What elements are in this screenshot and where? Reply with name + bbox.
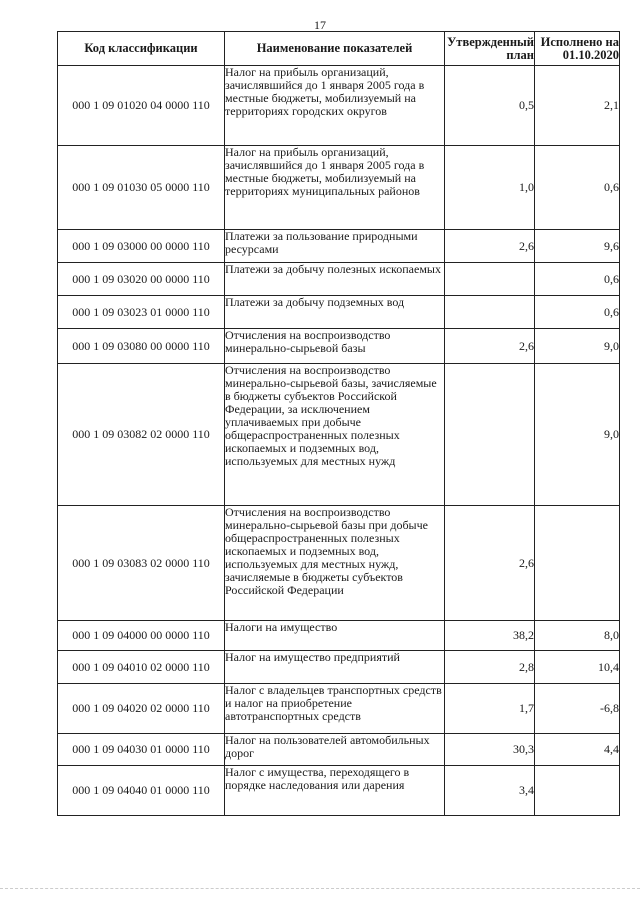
header-plan: Утвержденный план — [445, 32, 535, 66]
row-name: Налог на прибыль организаций, зачислявшийся до 1 января 2005 года в местные бюджеты, мобилизуемый на территориях муниципальных районов — [225, 146, 445, 230]
row-done: 9,0 — [535, 364, 620, 506]
row-name: Налог с имущества, переходящего в порядке наследования или дарения — [225, 766, 445, 816]
table-row — [58, 734, 620, 766]
row-plan — [445, 364, 535, 506]
table-row — [58, 766, 620, 816]
row-name: Отчисления на воспроизводство минерально-сырьевой базы при добыче общераспространенных полезных ископаемых и подземных вод, используемых для местных нужд, зачисляемые в бюджеты субъектов Российской Федерации — [225, 506, 445, 621]
row-code: 000 1 09 01020 04 0000 110 — [58, 66, 225, 146]
row-plan: 38,2 — [445, 621, 535, 651]
table-row — [58, 263, 620, 296]
row-done: 9,0 — [535, 329, 620, 364]
table-row — [58, 66, 620, 146]
row-plan: 1,0 — [445, 146, 535, 230]
row-name: Налог с владельцев транспортных средств и налог на приобретение автотранспортных средств — [225, 684, 445, 734]
row-done: 4,4 — [535, 734, 620, 766]
row-code: 000 1 09 01030 05 0000 110 — [58, 146, 225, 230]
scan-artifact-line — [0, 888, 640, 889]
row-plan: 2,6 — [445, 329, 535, 364]
header-done: Исполнено на 01.10.2020 — [535, 32, 620, 66]
row-name: Налог на прибыль организаций, зачислявшийся до 1 января 2005 года в местные бюджеты, мобилизуемый на территориях городских округов — [225, 66, 445, 146]
table-row — [58, 329, 620, 364]
header-code: Код классификации — [58, 32, 225, 66]
header-name: Наименование показателей — [225, 32, 445, 66]
row-name: Налоги на имущество — [225, 621, 445, 651]
budget-table — [57, 31, 620, 816]
row-name: Отчисления на воспроизводство минерально-сырьевой базы, зачисляемые в бюджеты субъектов Российской Федерации, за исключением уплачиваемых при добыче общераспространенных полезных ископаемых и подземных вод, используемых для местных нужд — [225, 364, 445, 506]
row-code: 000 1 09 04030 01 0000 110 — [58, 734, 225, 766]
row-code: 000 1 09 03000 00 0000 110 — [58, 230, 225, 263]
row-code: 000 1 09 03083 02 0000 110 — [58, 506, 225, 621]
table-row — [58, 230, 620, 263]
table-row — [58, 684, 620, 734]
row-done — [535, 766, 620, 816]
row-done: 9,6 — [535, 230, 620, 263]
table-row — [58, 506, 620, 621]
row-name: Платежи за пользование природными ресурсами — [225, 230, 445, 263]
row-done: 8,0 — [535, 621, 620, 651]
row-plan: 0,5 — [445, 66, 535, 146]
row-plan: 2,8 — [445, 651, 535, 684]
table-row — [58, 651, 620, 684]
row-name: Налог на пользователей автомобильных дорог — [225, 734, 445, 766]
row-plan: 1,7 — [445, 684, 535, 734]
row-name: Налог на имущество предприятий — [225, 651, 445, 684]
table-row — [58, 621, 620, 651]
row-code: 000 1 09 03082 02 0000 110 — [58, 364, 225, 506]
row-name: Платежи за добычу подземных вод — [225, 296, 445, 329]
row-done: -6,8 — [535, 684, 620, 734]
row-plan: 2,6 — [445, 506, 535, 621]
row-done: 0,6 — [535, 296, 620, 329]
row-code: 000 1 09 03080 00 0000 110 — [58, 329, 225, 364]
row-done: 0,6 — [535, 263, 620, 296]
table-row — [58, 296, 620, 329]
row-done: 0,6 — [535, 146, 620, 230]
row-name: Отчисления на воспроизводство минерально-сырьевой базы — [225, 329, 445, 364]
row-done — [535, 506, 620, 621]
row-plan — [445, 296, 535, 329]
table-row — [58, 146, 620, 230]
row-done: 10,4 — [535, 651, 620, 684]
row-code: 000 1 09 04010 02 0000 110 — [58, 651, 225, 684]
row-name: Платежи за добычу полезных ископаемых — [225, 263, 445, 296]
row-code: 000 1 09 04040 01 0000 110 — [58, 766, 225, 816]
row-plan: 3,4 — [445, 766, 535, 816]
row-plan: 30,3 — [445, 734, 535, 766]
row-code: 000 1 09 03020 00 0000 110 — [58, 263, 225, 296]
row-done: 2,1 — [535, 66, 620, 146]
page-number: 17 — [314, 18, 326, 32]
row-code: 000 1 09 04000 00 0000 110 — [58, 621, 225, 651]
row-code: 000 1 09 03023 01 0000 110 — [58, 296, 225, 329]
row-plan: 2,6 — [445, 230, 535, 263]
row-plan — [445, 263, 535, 296]
table-header-row — [58, 32, 620, 66]
table-row — [58, 364, 620, 506]
row-code: 000 1 09 04020 02 0000 110 — [58, 684, 225, 734]
